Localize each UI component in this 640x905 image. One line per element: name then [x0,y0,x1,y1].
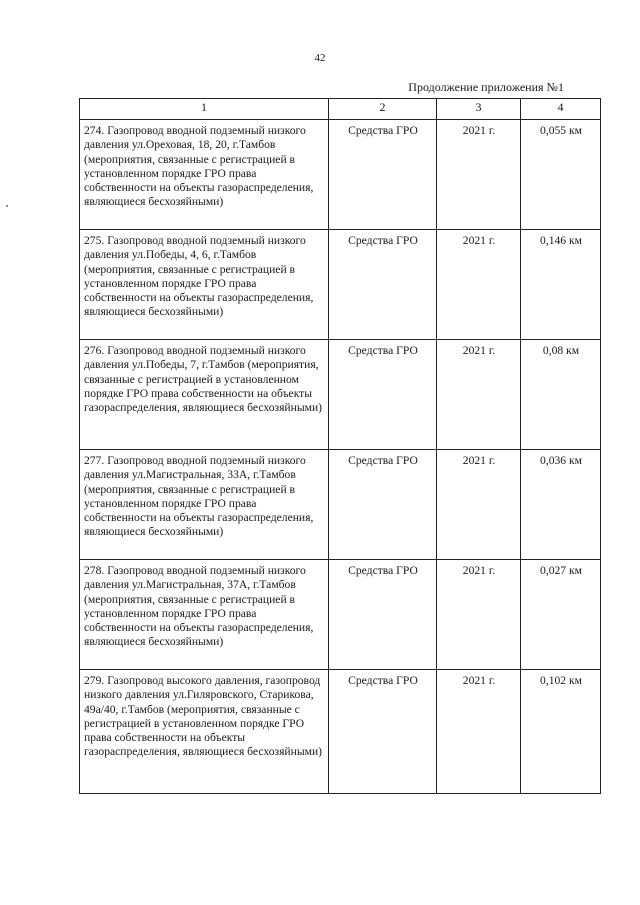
pipeline-length: 0,146 км [521,230,601,340]
pipeline-length: 0,102 км [521,670,601,794]
year: 2021 г. [437,670,521,794]
table-row [80,670,601,794]
year: 2021 г. [437,560,521,670]
pipeline-length: 0,08 км [521,340,601,450]
funding-source: Средства ГРО [329,340,437,450]
header-row [80,99,601,120]
year: 2021 г. [437,230,521,340]
column-header-2: 2 [329,99,437,120]
funding-source: Средства ГРО [329,670,437,794]
table-row [80,230,601,340]
object-description: 278. Газопровод вводной подземный низкого давления ул.Магистральная, 37А, г.Тамбов (мероприятия, связанные с регистрацией в установленном порядке ГРО права собственности на объекты газораспределения, являющиеся бесхозяйными) [80,560,329,670]
funding-source: Средства ГРО [329,450,437,560]
year: 2021 г. [437,450,521,560]
continuation-note: Продолжение приложения №1 [408,80,564,94]
funding-source: Средства ГРО [329,120,437,230]
table-row [80,340,601,450]
table-row [80,450,601,560]
table-header [80,99,601,120]
object-description: 274. Газопровод вводной подземный низкого давления ул.Ореховая, 18, 20, г.Тамбов (мероприятия, связанные с регистрацией в установленном порядке ГРО права собственности на объекты газораспределения, являющиеся бесхозяйными) [80,120,329,230]
appendix-table [79,98,601,794]
column-header-3: 3 [437,99,521,120]
funding-source: Средства ГРО [329,560,437,670]
year: 2021 г. [437,340,521,450]
funding-source: Средства ГРО [329,230,437,340]
object-description: 276. Газопровод вводной подземный низкого давления ул.Победы, 7, г.Тамбов (мероприятия, связанные с регистрацией в установленном порядке ГРО права собственности на объекты газораспределения, являющиеся бесхозяйными) [80,340,329,450]
pipeline-length: 0,027 км [521,560,601,670]
table-row [80,120,601,230]
object-description: 277. Газопровод вводной подземный низкого давления ул.Магистральная, 33А, г.Тамбов (мероприятия, связанные с регистрацией в установленном порядке ГРО права собственности на объекты газораспределения, являющиеся бесхозяйными) [80,450,329,560]
object-description: 275. Газопровод вводной подземный низкого давления ул.Победы, 4, 6, г.Тамбов (мероприятия, связанные с регистрацией в установленном порядке ГРО права собственности на объекты газораспределения, являющиеся бесхозяйными) [80,230,329,340]
pipeline-length: 0,036 км [521,450,601,560]
column-header-1: 1 [80,99,329,120]
year: 2021 г. [437,120,521,230]
column-header-4: 4 [521,99,601,120]
table-body [80,120,601,794]
page-number: 42 [314,52,326,64]
table-row [80,560,601,670]
scan-mark [6,205,8,207]
object-description: 279. Газопровод высокого давления, газопровод низкого давления ул.Гиляровского, Старикова, 49а/40, г.Тамбов (мероприятия, связанные с регистрацией в установленном порядке ГРО права собственности на объекты газораспределения, являющиеся бесхозяйными) [80,670,329,794]
pipeline-length: 0,055 км [521,120,601,230]
